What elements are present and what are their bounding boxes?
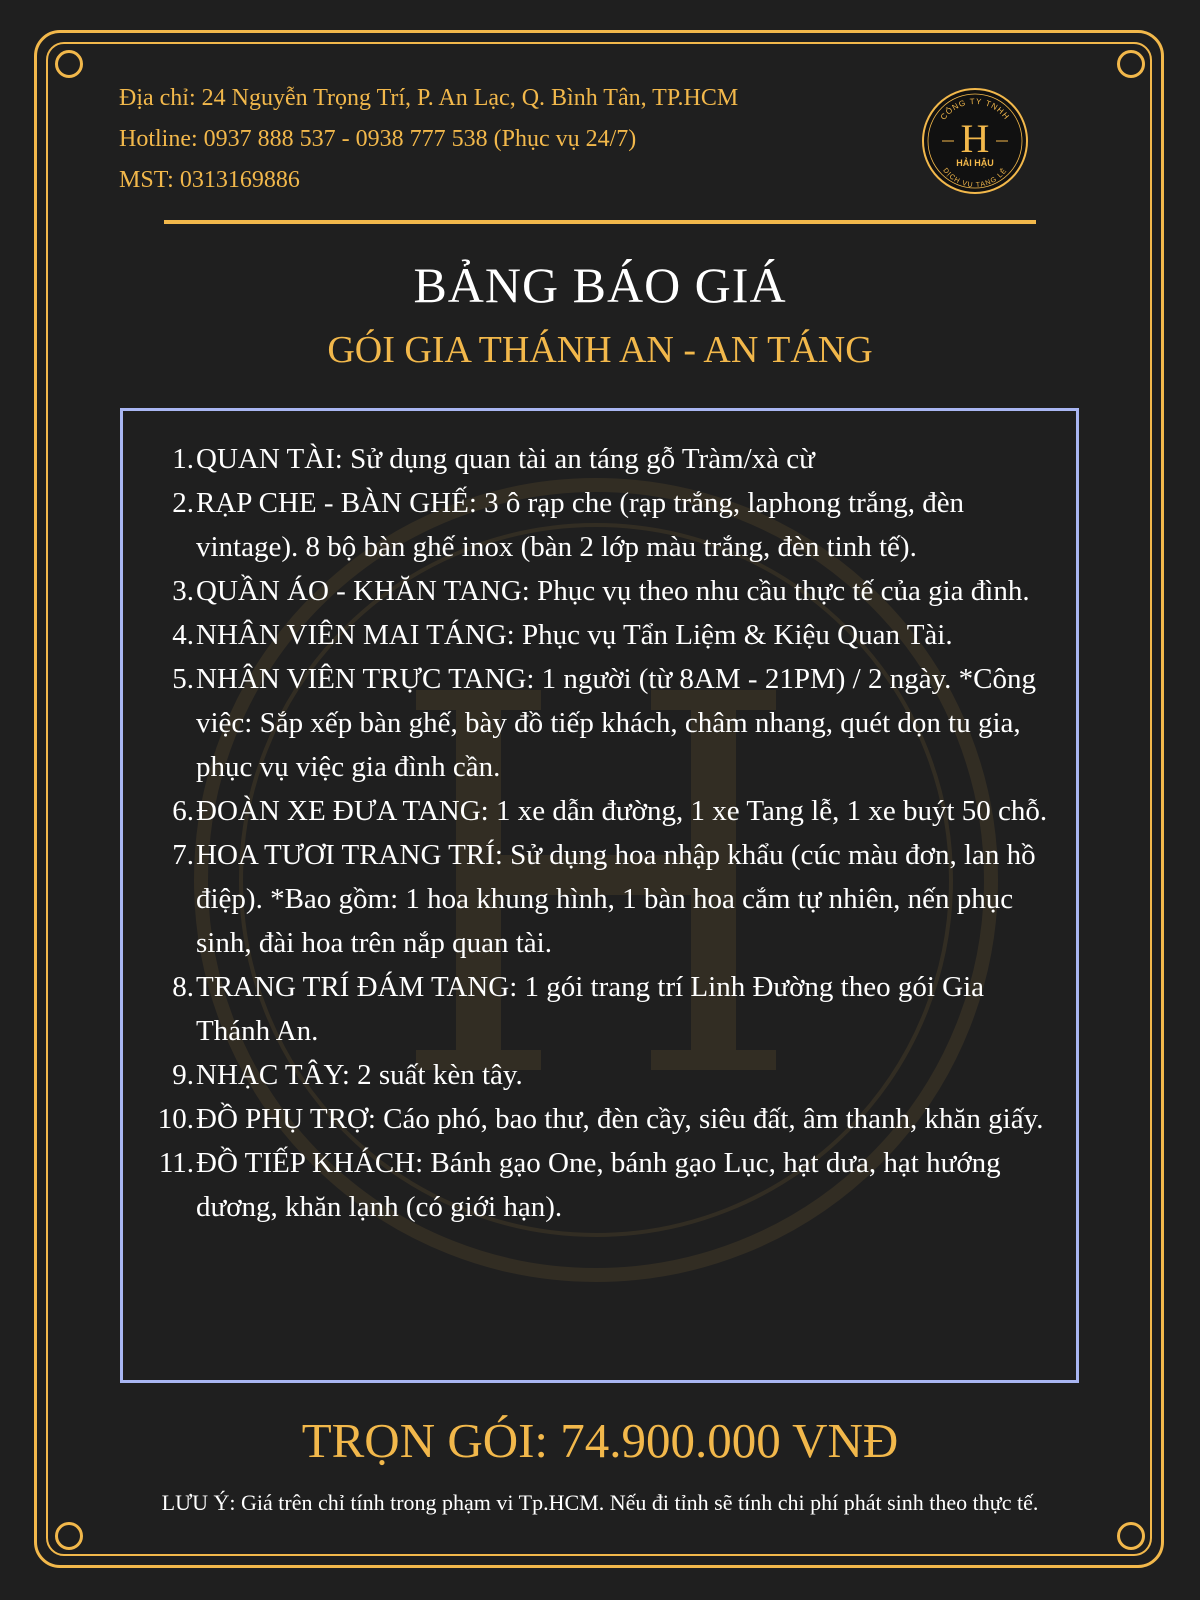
corner-ornament-bottom-right (1117, 1522, 1145, 1550)
list-item (123, 1141, 1076, 1229)
package-items-box (120, 408, 1079, 1383)
item-text: ĐOÀN XE ĐƯA TANG: 1 xe dẫn đường, 1 xe Tang lễ, 1 xe buýt 50 chỗ. (196, 795, 1048, 827)
logo-bottom-text: DỊCH VỤ TANG LỄ (941, 167, 1009, 190)
item-text: NHÂN VIÊN TRỰC TANG: 1 người (từ 8AM - 21PM) / 2 ngày. *Công việc: Sắp xếp bàn ghế, bày đồ tiếp khách, châm nhang, quét dọn tu gia, phục vụ việc gia đình cần. (196, 663, 1037, 783)
contact-info (119, 78, 738, 201)
corner-ornament-top-right (1117, 50, 1145, 78)
item-text: HOA TƯƠI TRANG TRÍ: Sử dụng hoa nhập khẩu (cúc màu đơn, lan hồ điệp). *Bao gồm: 1 hoa khung hình, 1 bàn hoa cắm tự nhiên, nến phục sinh, đài hoa trên nắp quan tài. (196, 839, 1036, 959)
logo-name: HẢI HẬU (956, 158, 994, 168)
price-note: LƯU Ý: Giá trên chỉ tính trong phạm vi Tp.HCM. Nếu đi tỉnh sẽ tính chi phí phát sinh theo thực tế. (161, 1490, 1039, 1515)
page-title: BẢNG BÁO GIÁ (413, 257, 787, 313)
item-text: NHÂN VIÊN MAI TÁNG: Phục vụ Tẩn Liệm & Kiệu Quan Tài. (196, 619, 953, 651)
logo-top-text: CÔNG TY TNHH (938, 96, 1012, 122)
list-item (123, 613, 1076, 657)
item-number: 10. (157, 1103, 194, 1135)
tax-id-line: MST: 0313169886 (119, 167, 300, 193)
package-total-price: TRỌN GÓI: 74.900.000 VNĐ (301, 1413, 899, 1468)
corner-ornament-bottom-left (55, 1522, 83, 1550)
company-logo (920, 86, 1030, 196)
item-number: 11. (158, 1147, 194, 1179)
item-text: RẠP CHE - BÀN GHẾ: 3 ô rạp che (rạp trắng, laphong trắng, đèn vintage). 8 bộ bàn ghế inox (bàn 2 lớp màu trắng, đèn tinh tế). (196, 487, 965, 563)
item-text: ĐỒ TIẾP KHÁCH: Bánh gạo One, bánh gạo Lục, hạt dưa, hạt hướng dương, khăn lạnh (có giới hạn). (196, 1147, 1001, 1223)
list-item (123, 569, 1076, 613)
item-number: 9. (172, 1059, 194, 1091)
item-text: QUẦN ÁO - KHĂN TANG: Phục vụ theo nhu cầu thực tế của gia đình. (196, 575, 1030, 607)
list-item (123, 1053, 1076, 1097)
package-item-list (123, 437, 1076, 1229)
item-number: 6. (172, 795, 194, 827)
list-item (123, 1097, 1076, 1141)
address-line: Địa chỉ: 24 Nguyễn Trọng Trí, P. An Lạc, Q. Bình Tân, TP.HCM (119, 85, 739, 111)
hotline-line: Hotline: 0937 888 537 - 0938 777 538 (Phục vụ 24/7) (119, 126, 637, 152)
item-number: 4. (172, 619, 194, 651)
header-divider (164, 220, 1036, 224)
logo-letter: H (960, 116, 990, 161)
corner-ornament-top-left (55, 50, 83, 78)
item-number: 2. (172, 487, 194, 519)
item-text: QUAN TÀI: Sử dụng quan tài an táng gỗ Tràm/xà cừ (196, 443, 815, 475)
item-number: 8. (172, 971, 194, 1003)
item-text: NHẠC TÂY: 2 suất kèn tây. (196, 1059, 523, 1091)
item-number: 5. (172, 663, 194, 695)
list-item (123, 657, 1076, 789)
item-text: ĐỒ PHỤ TRỢ: Cáo phó, bao thư, đèn cầy, siêu đất, âm thanh, khăn giấy. (196, 1103, 1044, 1135)
list-item (123, 437, 1076, 481)
item-text: TRANG TRÍ ĐÁM TANG: 1 gói trang trí Linh Đường theo gói Gia Thánh An. (196, 971, 985, 1047)
list-item (123, 965, 1076, 1053)
item-number: 3. (172, 575, 194, 607)
list-item (123, 481, 1076, 569)
item-number: 7. (172, 839, 194, 871)
package-subtitle: GÓI GIA THÁNH AN - AN TÁNG (327, 329, 873, 371)
list-item (123, 789, 1076, 833)
item-number: 1. (172, 443, 194, 475)
list-item (123, 833, 1076, 965)
